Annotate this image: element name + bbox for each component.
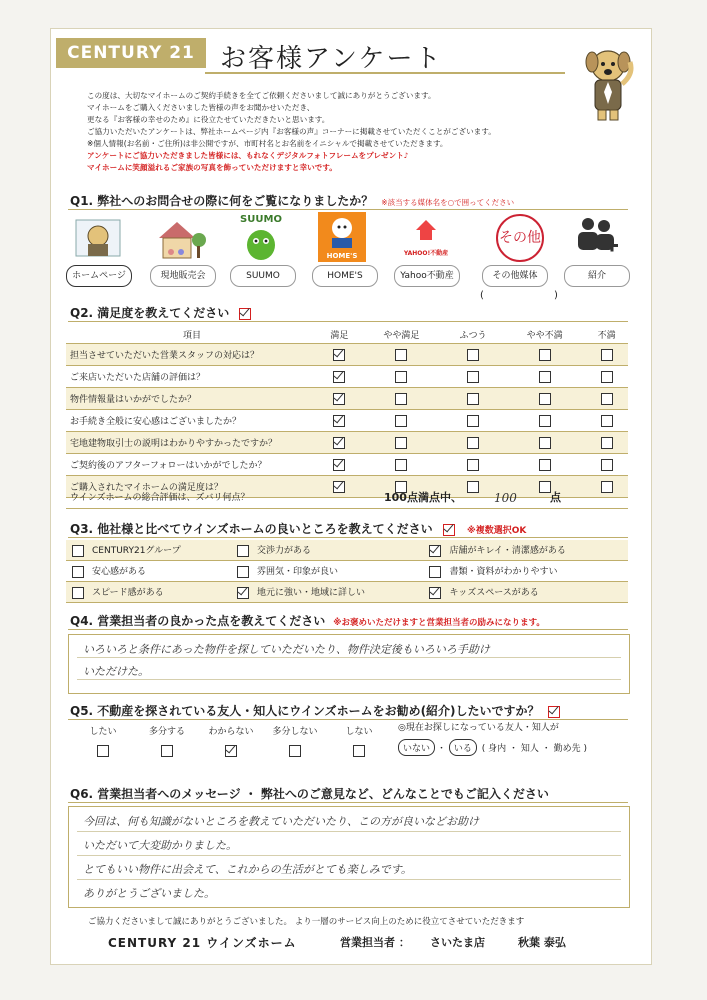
q2-row-item: ご来店いただいた店舗の評価は？ [66,366,318,388]
q3-option-checkbox[interactable] [72,566,84,578]
q2-row-item: ご契約後のアフターフォローはいかがでしたか？ [66,454,318,476]
q4-divider [68,629,628,630]
q2-rating-cell [361,366,442,388]
q6-heading: Q6. 営業担当者へのメッセージ ・ 弊社へのご意見など、どんなことでもご記入ください [70,787,549,801]
q2-rating-checkbox[interactable] [601,459,613,471]
footer-staff-name: 秋葉 泰弘 [518,936,566,949]
yahoo-icon [398,214,454,262]
q1-heading: Q1. 弊社へのお問合せの際に何をご覧になりましたか？ ※該当する媒体名を○で囲ってください [70,194,515,208]
q5-option-probably-yes[interactable]: 多分する [132,724,202,757]
q3-option-checkbox[interactable] [429,545,441,557]
q5-options [68,720,628,770]
q3-option-checkbox[interactable] [72,545,84,557]
q1-option-referral[interactable]: 紹介 [564,265,630,287]
q4-answer-line-1: いろいろと条件にあった物件を探していただいたり、物件決定後もいろいろ手助け [83,643,490,656]
q3-option-label: 交渉力がある [256,546,311,557]
q6-divider [68,802,628,803]
model-house-icon [155,214,207,262]
q2-rating-checkbox[interactable] [601,371,613,383]
q2-rating-cell [585,454,628,476]
q3-row [66,561,628,582]
q2-rating-cell [585,388,628,410]
q1-other-paren-close: ) [554,290,558,301]
q3-option[interactable] [423,582,628,603]
q6-answer-line-1: 今回は、何も知識がないところを教えていただいたり、この方が良いなどお助け [83,815,479,828]
q2-rating-cell [318,454,361,476]
q2-row [66,366,628,388]
q3-row [66,582,628,603]
homes-logo-text: HOME'S [326,252,358,260]
q2-rating-cell [442,344,504,366]
q2-rating-cell [585,432,628,454]
q2-rating-cell [442,454,504,476]
q2-col-neutral: ふつう [442,325,504,344]
q3-option[interactable] [423,540,628,561]
q2-rating-checkbox[interactable] [467,415,479,427]
q2-rating-checkbox[interactable] [467,459,479,471]
q5-option-yes[interactable]: したい [68,724,138,757]
q5-friend-detail: ( 身内 ・ 知人 ・ 勤め先 ) [481,744,587,754]
q3-option[interactable] [423,561,628,582]
q2-col-somewhat-satisfied: やや満足 [361,325,442,344]
q3-option[interactable] [66,540,231,561]
q6-answer-box[interactable] [68,806,630,908]
referral-icon [574,214,618,258]
q5-friend-no[interactable]: いない [398,739,435,756]
q2-rating-checkbox[interactable] [467,393,479,405]
homes-icon [318,212,366,262]
q6-answer-line-4: ありがとうございました。 [83,887,215,900]
q2-divider [68,321,628,322]
homepage-icon [74,214,122,262]
q5-friend-question: ◎現在お探しになっている友人・知人が いない ・ いる ( 身内 ・ 知人 ・ 勤め先 ) [398,723,587,754]
q3-option[interactable] [66,561,231,582]
q2-row-item: 担当させていただいた営業スタッフの対応は？ [66,344,318,366]
q3-option-label: 店舗がキレイ・清潔感がある [449,546,566,557]
q2-total-row [66,488,628,509]
q2-rating-cell [318,432,361,454]
q2-col-item: 項目 [66,325,318,344]
q3-option[interactable] [231,582,423,603]
q2-row [66,388,628,410]
q2-rating-cell [504,410,585,432]
q3-option-checkbox[interactable] [429,566,441,578]
q2-rating-checkbox[interactable] [539,349,551,361]
q3-heading-check-icon [443,524,455,536]
q2-rating-checkbox[interactable] [601,437,613,449]
q3-option-label: 地元に強い・地域に詳しい [256,588,365,599]
q5-heading-check-icon [548,706,560,718]
q3-option-checkbox[interactable] [72,587,84,599]
mascot-dog-icon [578,44,638,124]
q2-rating-cell [442,410,504,432]
q4-answer-box[interactable] [68,634,630,694]
q2-total-label: ウインズホームの総合評価は、ズバリ何点？ [70,493,250,503]
page-title: お客様アンケート [220,44,443,74]
q4-answer-line-2: いただけた。 [83,665,149,678]
footer-staff-label: 営業担当者 ： [340,936,410,949]
q3-options-table [66,540,628,603]
q2-rating-checkbox[interactable] [539,415,551,427]
q3-option[interactable] [231,540,423,561]
century21-logo: CENTURY 21 [56,38,206,68]
suumo-logo-text: SUUMO [240,214,282,225]
q2-rating-checkbox[interactable] [333,393,345,405]
q1-option-yahoo[interactable]: Yahoo不動産 [394,265,460,287]
q2-total-prefix: 100点満点中、 [384,491,462,504]
q2-rating-cell [318,410,361,432]
yahoo-logo-text: YAHOO!不動産 [403,250,449,257]
q2-rating-cell [442,388,504,410]
q2-rating-cell [504,454,585,476]
q2-heading: Q2. 満足度を教えてください [70,304,251,321]
q2-rating-cell [442,366,504,388]
intro-text: この度は、大切なマイホームのご契約手続きを全てご依頼くださいまして誠にありがとうございます。 マイホームをご購入くださいました皆様の声をお聞かせいただき、 更なる『お客様の幸せのため』に役立たせていただきたいと思います。 ご協力いただいたアンケートは、弊社ホームページ内『お客様の声』コーナーに掲載させていただくことがございます。 ※個人情報(お名前・ご住所)は非公開ですが、市町村名とお名前をイニシャルで掲載させていただきます。 アンケートにご協力いただきました皆様には、もれなくデジタルフォトフレームをプレゼント♪ マイホームに笑顔溢れるご家族の写真を飾っていただけますと幸いです。 [87,91,496,172]
footer-store: さいたま店 [430,936,485,949]
q3-option-checkbox[interactable] [237,587,249,599]
q2-rating-checkbox[interactable] [539,459,551,471]
q6-answer-line-2: いただいて大変助かりました。 [83,839,237,852]
q2-rating-checkbox[interactable] [395,371,407,383]
q2-rating-cell [361,454,442,476]
q2-rating-cell [361,410,442,432]
q3-option-label: スピード感がある [92,588,164,599]
q2-rating-cell [361,432,442,454]
q2-rating-checkbox[interactable] [333,371,345,383]
q2-rating-cell [504,344,585,366]
q2-row [66,432,628,454]
q5-option-probably-no[interactable]: 多分しない [260,724,330,757]
q1-divider [68,209,628,210]
q3-option-label: 安心感がある [92,567,147,578]
q2-rating-checkbox[interactable] [333,415,345,427]
q3-option-checkbox[interactable] [429,587,441,599]
q3-row [66,540,628,561]
q2-row-item: 物件情報量はいかがでしたか？ [66,388,318,410]
q2-rating-checkbox[interactable] [539,437,551,449]
q3-option-label: 書類・資料がわかりやすい [449,567,558,578]
q2-rating-checkbox[interactable] [601,349,613,361]
q1-other-paren-open: ( [480,290,484,301]
q2-rating-cell [361,388,442,410]
q2-rating-checkbox[interactable] [333,459,345,471]
q2-rating-checkbox[interactable] [539,371,551,383]
q1-option-suumo[interactable]: SUUMO [230,265,296,287]
q2-rating-checkbox[interactable] [333,437,345,449]
title-underline [205,72,565,74]
q3-divider [68,537,628,538]
q2-rating-checkbox[interactable] [601,393,613,405]
q2-rating-cell [585,410,628,432]
q2-rating-checkbox[interactable] [395,437,407,449]
q2-rating-checkbox[interactable] [395,415,407,427]
q2-rating-cell [504,388,585,410]
q1-option-open-house[interactable]: 現地販売会 [150,265,216,287]
q5-heading: Q5. 不動産を探されている友人・知人にウインズホームをお勧め(紹介)したいですか？ [70,702,560,719]
q2-rating-checkbox[interactable] [467,349,479,361]
footer-thanks: ご協力くださいまして誠にありがとうございました。 より一層のサービス向上のために役立てさせていただきます [88,917,525,927]
q2-col-satisfied: 満足 [318,325,361,344]
q5-option-unsure[interactable]: わからない [196,724,266,757]
q2-rating-cell [585,366,628,388]
q3-option-label: キッズスペースがある [449,588,539,599]
q2-rating-cell [361,344,442,366]
q2-satisfaction-table [66,325,628,498]
q3-heading: Q3. 他社様と比べてウインズホームの良いところを教えてください ※複数選択OK [70,522,527,536]
q2-rating-cell [318,366,361,388]
q2-rating-checkbox[interactable] [467,371,479,383]
q2-rating-cell [585,344,628,366]
q2-rating-checkbox[interactable] [395,349,407,361]
q1-option-other[interactable]: その他媒体 [482,265,548,287]
q2-rating-checkbox[interactable] [467,437,479,449]
q2-rating-cell [504,432,585,454]
q3-option[interactable] [231,561,423,582]
other-media-icon: その他 [496,214,544,262]
q3-option-label: 雰囲気・印象が良い [256,567,338,578]
q2-row [66,344,628,366]
q2-heading-check-icon [239,308,251,320]
q2-row [66,454,628,476]
footer-bar [108,934,628,951]
q2-rating-checkbox[interactable] [395,459,407,471]
q2-rating-cell [318,388,361,410]
q4-heading: Q4. 営業担当者の良かった点を教えてください ※お褒めいただけますと営業担当者の励みになります。 [70,614,545,628]
q2-rating-cell [504,366,585,388]
q3-option-checkbox[interactable] [237,545,249,557]
q1-option-homes[interactable]: HOME'S [312,265,378,287]
q1-option-homepage[interactable]: ホームページ [66,265,132,287]
footer-brand: CENTURY 21 ウインズホーム [108,936,297,950]
q3-option-label: CENTURY21グループ [92,546,181,557]
q3-option-checkbox[interactable] [237,566,249,578]
q2-col-dissatisfied: 不満 [585,325,628,344]
suumo-icon [237,214,285,264]
q2-col-somewhat-dissatisfied: やや不満 [504,325,585,344]
q2-rating-checkbox[interactable] [395,393,407,405]
q2-total-suffix: 点 [550,491,561,504]
q3-option[interactable] [66,582,231,603]
q2-rating-checkbox[interactable] [333,349,345,361]
q2-total-value[interactable]: 100 [494,491,517,505]
q2-rating-checkbox[interactable] [539,393,551,405]
q5-option-no[interactable]: しない [324,724,394,757]
q6-answer-line-3: とてもいい物件に出会えて、これからの生活がとても楽しみです。 [83,863,412,876]
q5-friend-yes[interactable]: いる [449,739,477,756]
q2-row-item: 宅地建物取引士の説明はわかりやすかったですか？ [66,432,318,454]
q2-rating-cell [318,344,361,366]
q2-row [66,410,628,432]
q2-row-item: お手続き全般に安心感はございましたか？ [66,410,318,432]
q2-rating-checkbox[interactable] [601,415,613,427]
q2-row-item: ご購入されたマイホームの満足度は？ [66,476,318,498]
q2-rating-cell [442,432,504,454]
